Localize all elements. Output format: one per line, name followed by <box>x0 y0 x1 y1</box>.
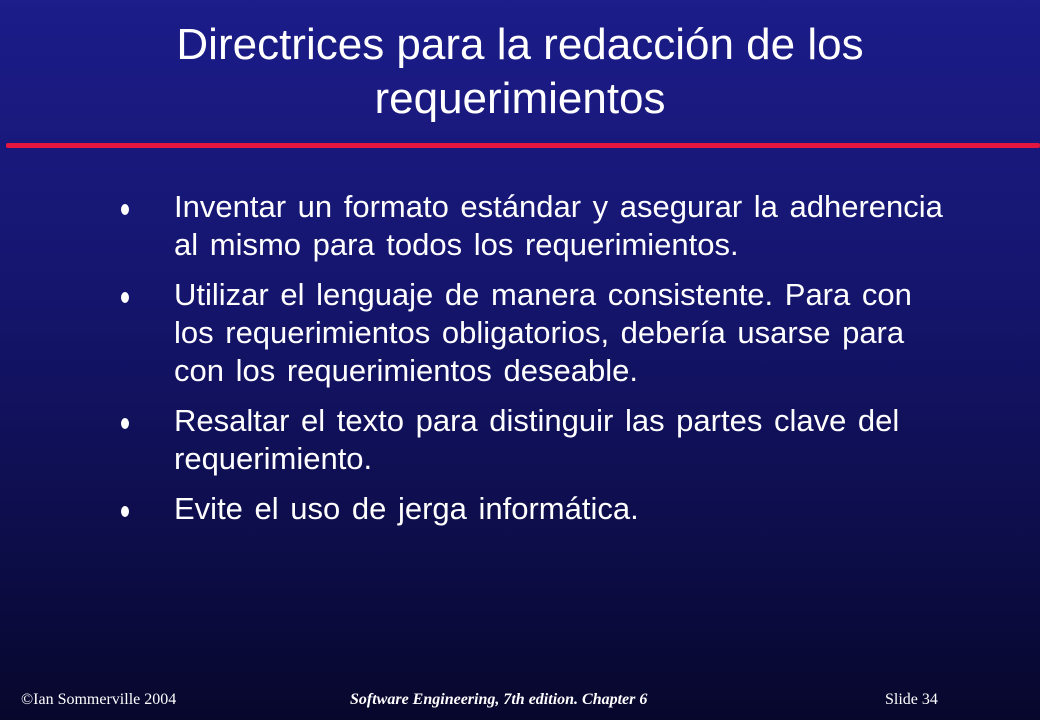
footer-copyright: ©Ian Sommerville 2004 <box>21 691 177 708</box>
bullet-text: Resaltar el texto para distinguir las partes clave del requerimiento. <box>174 403 900 476</box>
footer-book-title: Software Engineering, 7th edition. Chapter 6 <box>350 691 648 708</box>
bullet-dot-icon <box>121 506 129 517</box>
bullet-dot-icon <box>121 292 129 303</box>
bullet-item <box>0 276 944 390</box>
bullet-text: Utilizar el lenguaje de manera consistente. Para con los requerimientos obligatorios, debería usarse para con los requerimientos deseable. <box>174 277 912 388</box>
footer-slide-number: Slide 34 <box>885 691 938 708</box>
slide-title: Directrices para la redacción de los requerimientos <box>176 20 864 123</box>
title-divider <box>6 143 1040 148</box>
bullet-text: Inventar un formato estándar y asegurar la adherencia al mismo para todos los requerimientos. <box>174 189 943 262</box>
bullet-list <box>0 188 1040 540</box>
bullet-item <box>0 402 944 478</box>
bullet-text: Evite el uso de jerga informática. <box>174 491 639 526</box>
bullet-dot-icon <box>121 418 129 429</box>
bullet-dot-icon <box>121 204 129 215</box>
bullet-item <box>0 188 944 264</box>
bullet-item <box>0 490 944 528</box>
